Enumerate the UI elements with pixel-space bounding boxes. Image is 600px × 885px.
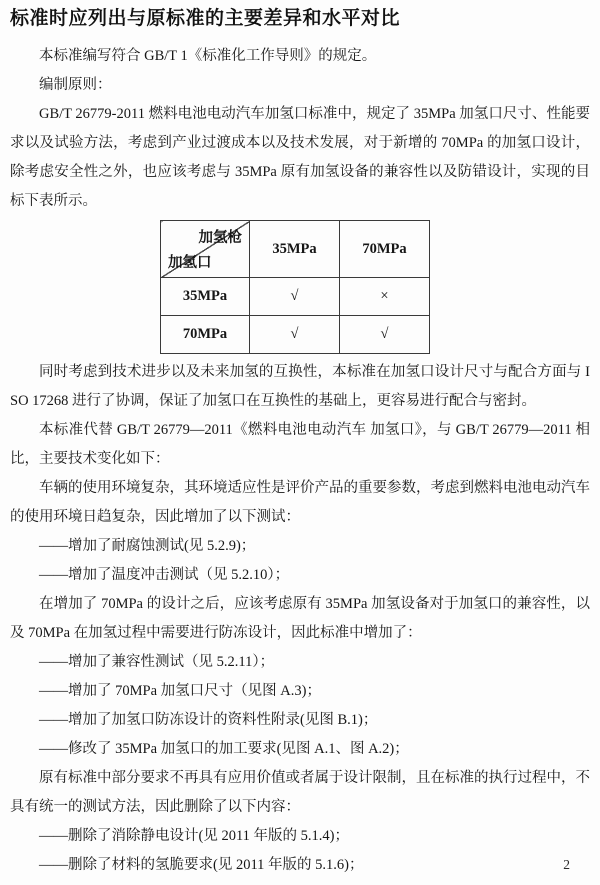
table-row xyxy=(161,316,430,354)
table-corner-cell xyxy=(161,221,250,278)
paragraph-intro-1: 本标准编写符合 GB/T 1《标准化工作导则》的规定。 xyxy=(39,48,377,64)
column-header-70mpa: 70MPa xyxy=(340,221,430,278)
paragraph-body: 本标准代替 GB/T 26779—2011《燃料电池电动汽车 加氢口》，与 GB/T 26779—2011 相比，主要技术变化如下： xyxy=(10,422,590,467)
compatibility-table xyxy=(160,220,430,354)
corner-label-nozzle: 加氢枪 xyxy=(198,230,242,246)
list-item-dash: ——增加了温度冲击测试（见 5.2.10）； xyxy=(39,567,290,583)
paragraph-intro-2: 编制原则： xyxy=(39,77,112,93)
page-title: 标准时应列出与原标准的主要差异和水平对比 xyxy=(10,8,401,29)
list-item-dash: ——删除了消除静电设计(见 2011 年版的 5.1.4)； xyxy=(39,828,349,844)
table-cell-check: √ xyxy=(340,316,430,354)
list-item-dash: ——增加了加氢口防冻设计的资料性附录(见图 B.1)； xyxy=(39,712,378,728)
list-item-dash: ——增加了兼容性测试（见 5.2.11）； xyxy=(39,654,275,670)
table-cell-cross: × xyxy=(340,278,430,316)
paragraph-body: 车辆的使用环境复杂，其环境适应性是评价产品的重要参数，考虑到燃料电池电动汽车的使用环境日趋复杂，因此增加了以下测试： xyxy=(10,480,590,525)
paragraph-body: 在增加了 70MPa 的设计之后，应该考虑原有 35MPa 加氢设备对于加氢口的兼容性，以及 70MPa 在加氢过程中需要进行防冻设计，因此标准中增加了： xyxy=(10,596,590,641)
page-number: 2 xyxy=(563,857,570,872)
row-label-70mpa: 70MPa xyxy=(161,316,250,354)
list-item-dash: ——增加了 70MPa 加氢口尺寸（见图 A.3)； xyxy=(39,683,321,699)
list-item-dash: ——修改了 35MPa 加氢口的加工要求(见图 A.1、图 A.2)； xyxy=(39,741,409,757)
paragraph-body: 原有标准中部分要求不再具有应用价值或者属于设计限制，且在标准的执行过程中，不具有统一的测试方法，因此删除了以下内容： xyxy=(10,770,590,815)
table-header-row xyxy=(161,221,430,278)
list-item-dash: ——删除了材料的氢脆要求(见 2011 年版的 5.1.6)； xyxy=(39,857,364,873)
table-cell-check: √ xyxy=(250,316,340,354)
paragraph-body: 同时考虑到技术进步以及未来加氢的互换性，本标准在加氢口设计尺寸与配合方面与 ISO 17268 进行了协调，保证了加氢口在互换性的基础上，更容易进行配合与密封。 xyxy=(10,364,590,409)
column-header-35mpa: 35MPa xyxy=(250,221,340,278)
list-item-dash: ——增加了耐腐蚀测试(见 5.2.9)； xyxy=(39,538,256,554)
paragraph-intro-3: GB/T 26779-2011 燃料电池电动汽车加氢口标准中，规定了 35MPa 加氢口尺寸、性能要求以及试验方法，考虑到产业过渡成本以及技术发展，对于新增的 70MPa 的加氢口设计，除考虑安全性之外，也应该考虑与 35MPa 原有加氢设备的兼容性以及防错设计，实现的目标下表所示。 xyxy=(10,106,590,209)
corner-label-receptacle: 加氢口 xyxy=(168,255,212,271)
row-label-35mpa: 35MPa xyxy=(161,278,250,316)
table-row xyxy=(161,278,430,316)
table-cell-check: √ xyxy=(250,278,340,316)
